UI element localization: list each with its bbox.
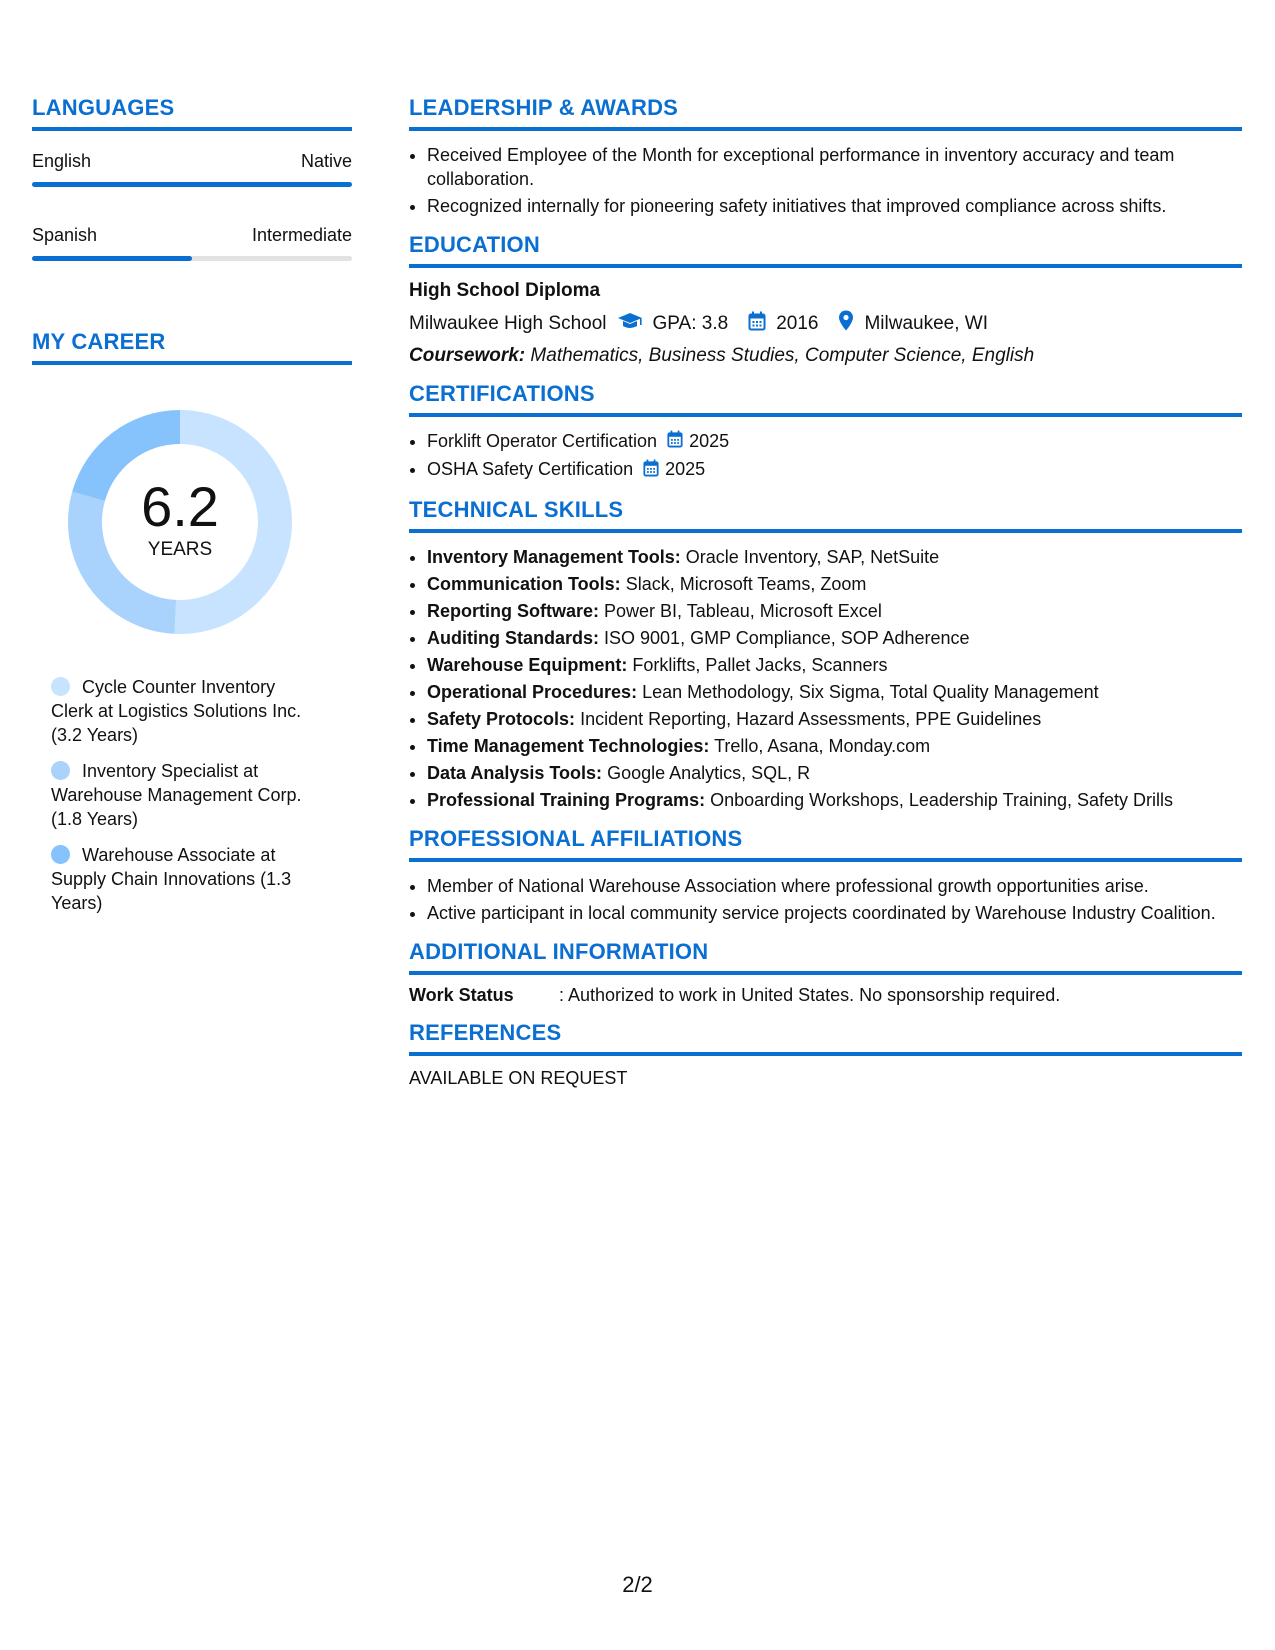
skill-label: Inventory Management Tools:	[427, 546, 681, 567]
skill-label: Time Management Technologies:	[427, 735, 710, 756]
skill-item	[427, 734, 1242, 758]
work-status-row	[409, 985, 1242, 1006]
skill-label: Data Analysis Tools:	[427, 762, 603, 783]
skill-value: Google Analytics, SQL, R	[607, 762, 811, 783]
left-column	[32, 95, 352, 927]
skill-label: Communication Tools:	[427, 573, 621, 594]
language-name: English	[32, 151, 92, 171]
additional-info-heading: ADDITIONAL INFORMATION	[409, 939, 1242, 975]
skill-value: Lean Methodology, Six Sigma, Total Quality Management	[642, 681, 1099, 702]
language-proficiency-bar	[32, 256, 352, 261]
technical-skills-list	[409, 545, 1242, 812]
right-column	[409, 95, 1242, 1103]
skill-item	[427, 599, 1242, 623]
calendar-icon	[643, 459, 659, 483]
skill-value: Incident Reporting, Hazard Assessments, PPE Guidelines	[580, 708, 1042, 729]
career-entry	[51, 843, 321, 915]
certifications-list	[409, 429, 1242, 483]
education-gpa: GPA: 3.8	[652, 312, 729, 334]
references-text: AVAILABLE ON REQUEST	[409, 1067, 628, 1088]
education-school: Milwaukee High School	[409, 312, 607, 334]
skill-value: Trello, Asana, Monday.com	[714, 735, 931, 756]
career-years-unit: YEARS	[147, 539, 213, 560]
career-section	[32, 329, 352, 915]
education-coursework	[409, 345, 1242, 367]
leadership-list	[409, 143, 1242, 218]
coursework-label: Coursework:	[409, 345, 526, 366]
certification-year: 2025	[689, 431, 730, 451]
skill-label: Operational Procedures:	[427, 681, 638, 702]
career-dot-icon	[51, 761, 70, 780]
additional-info-section	[409, 939, 1242, 1006]
education-year: 2016	[776, 312, 819, 334]
education-details	[409, 310, 1242, 337]
language-proficiency-fill	[32, 256, 192, 261]
list-item: • Recognized internally for pioneering safety initiatives that improved compliance across shifts.	[427, 194, 1242, 218]
skill-item	[427, 707, 1242, 731]
skill-value: Power BI, Tableau, Microsoft Excel	[604, 600, 882, 621]
certification-year: 2025	[665, 459, 706, 480]
career-entry	[51, 759, 321, 831]
certifications-heading: CERTIFICATIONS	[409, 381, 1242, 417]
languages-list	[32, 151, 352, 261]
skill-label: Reporting Software:	[427, 600, 600, 621]
certification-item	[427, 429, 1242, 454]
graduation-cap-icon	[617, 311, 643, 337]
career-total-years: 6.2	[141, 475, 219, 538]
skill-item	[427, 653, 1242, 677]
certification-name: OSHA Safety Certification	[427, 459, 634, 480]
career-dot-icon	[51, 677, 70, 696]
education-degree: High School Diploma	[409, 280, 601, 301]
skill-label: Safety Protocols:	[427, 708, 576, 729]
work-status-label: Work Status	[409, 984, 514, 1005]
skill-item	[427, 626, 1242, 650]
calendar-icon	[667, 430, 683, 454]
language-head	[32, 151, 352, 172]
list-item: • Member of National Warehouse Association where professional growth opportunities arise.	[427, 874, 1242, 898]
certification-item	[427, 457, 1242, 482]
skill-value: Forklifts, Pallet Jacks, Scanners	[632, 654, 888, 675]
language-row	[32, 225, 352, 261]
references-section	[409, 1020, 1242, 1089]
list-item: • Received Employee of the Month for exceptional performance in inventory accuracy and team collaboration.	[427, 143, 1242, 191]
affiliations-list	[409, 874, 1242, 925]
career-entry-text: Inventory Specialist at Warehouse Management Corp. (1.8 Years)	[51, 761, 302, 829]
skill-value: ISO 9001, GMP Compliance, SOP Adherence	[604, 627, 970, 648]
references-heading: REFERENCES	[409, 1020, 1242, 1056]
career-entry	[51, 675, 321, 747]
education-section	[409, 232, 1242, 367]
technical-skills-section	[409, 497, 1242, 812]
page-number: 2/2	[622, 1572, 653, 1597]
languages-heading: LANGUAGES	[32, 95, 352, 131]
language-proficiency-fill	[32, 182, 352, 187]
language-row	[32, 151, 352, 187]
skill-item	[427, 788, 1242, 812]
skill-item	[427, 572, 1242, 596]
calendar-icon	[748, 311, 766, 337]
skill-label: Auditing Standards:	[427, 627, 599, 648]
education-location: Milwaukee, WI	[864, 312, 988, 334]
skill-value: Slack, Microsoft Teams, Zoom	[625, 573, 867, 594]
leadership-heading: LEADERSHIP & AWARDS	[409, 95, 1242, 131]
skill-value: Oracle Inventory, SAP, NetSuite	[685, 546, 940, 567]
career-heading: MY CAREER	[32, 329, 352, 365]
language-level: Intermediate	[251, 225, 352, 245]
coursework-value: Mathematics, Business Studies, Computer Science, English	[530, 345, 1035, 366]
career-dot-icon	[51, 845, 70, 864]
skill-label: Professional Training Programs:	[427, 789, 706, 810]
languages-section	[32, 95, 352, 261]
location-pin-icon	[838, 310, 854, 337]
affiliations-section	[409, 826, 1242, 925]
education-heading: EDUCATION	[409, 232, 1242, 268]
career-legend	[51, 675, 321, 915]
list-item: • Active participant in local community service projects coordinated by Warehouse Industry Coalition.	[427, 901, 1242, 925]
certification-name: Forklift Operator Certification	[427, 431, 658, 451]
career-donut-chart	[65, 407, 295, 637]
skill-value: Onboarding Workshops, Leadership Training, Safety Drills	[710, 789, 1173, 810]
career-entry-text: Cycle Counter Inventory Clerk at Logistics Solutions Inc. (3.2 Years)	[51, 677, 302, 745]
skill-item	[427, 761, 1242, 785]
donut-center	[65, 407, 295, 637]
skill-item	[427, 680, 1242, 704]
language-head	[32, 225, 352, 246]
work-status-value: : Authorized to work in United States. No sponsorship required.	[559, 984, 1061, 1005]
language-level: Native	[300, 151, 352, 171]
affiliations-heading: PROFESSIONAL AFFILIATIONS	[409, 826, 1242, 862]
technical-skills-heading: TECHNICAL SKILLS	[409, 497, 1242, 533]
skill-item	[427, 545, 1242, 569]
certifications-section	[409, 381, 1242, 483]
language-proficiency-bar	[32, 182, 352, 187]
career-entry-text: Warehouse Associate at Supply Chain Innovations (1.3 Years)	[51, 845, 292, 913]
language-name: Spanish	[32, 225, 98, 245]
skill-label: Warehouse Equipment:	[427, 654, 628, 675]
leadership-section	[409, 95, 1242, 218]
